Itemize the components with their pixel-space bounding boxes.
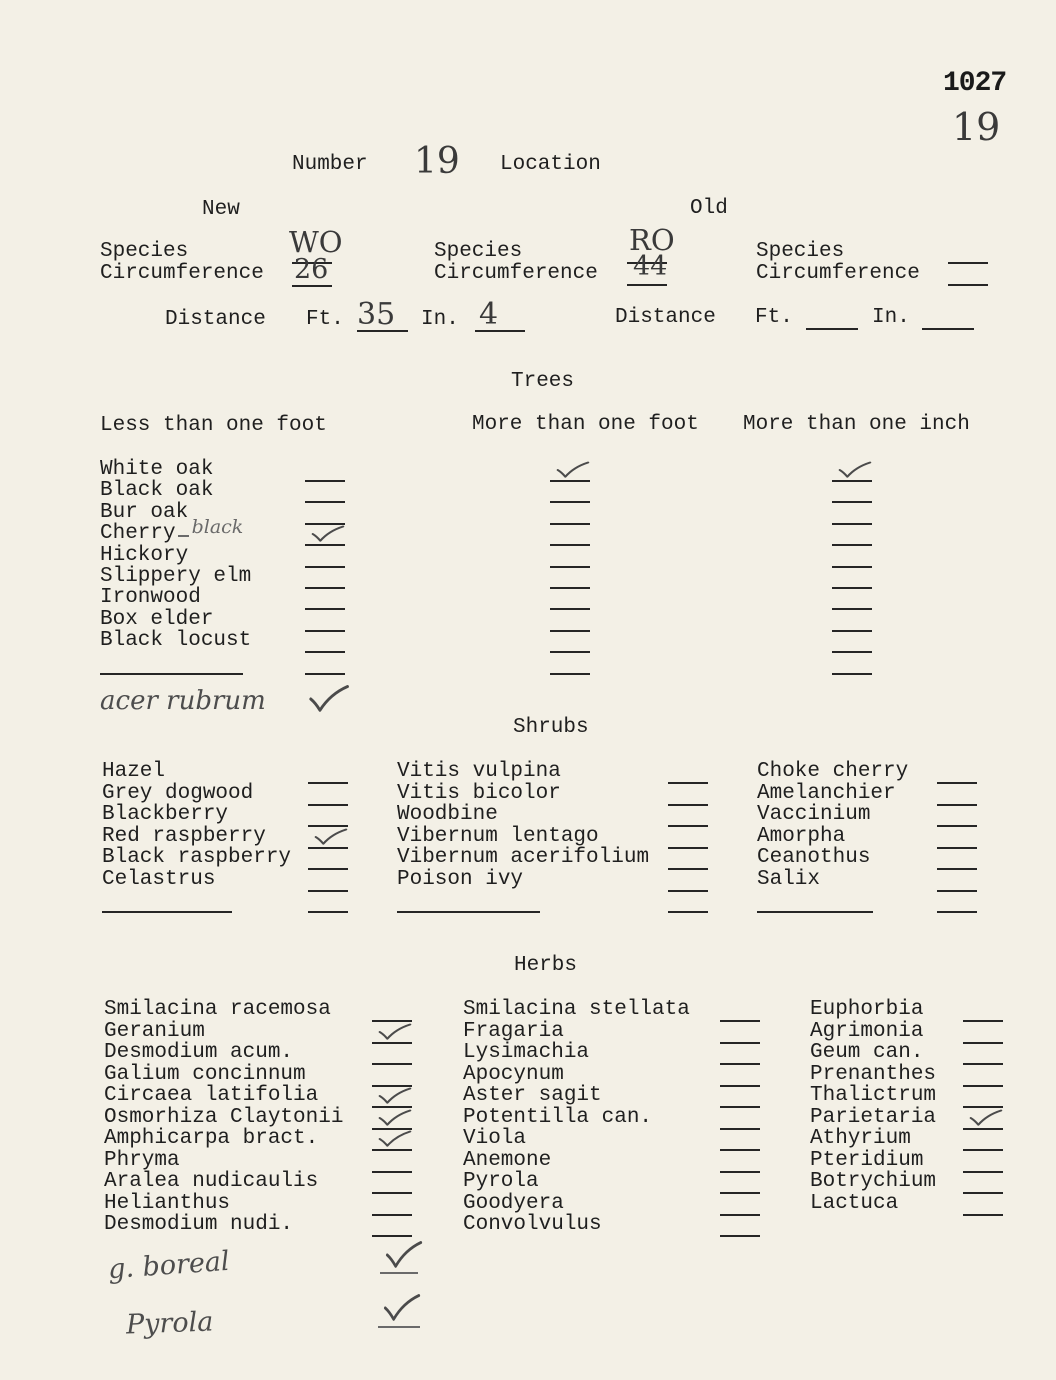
tree-species-label: Slippery elm (100, 565, 252, 588)
old-second-species-label: Species (756, 240, 845, 263)
shrubs-species-label: Amelanchier (757, 781, 896, 805)
new-circumference-line (292, 285, 332, 287)
handwritten-new-species: WO (289, 225, 343, 259)
old-in-label: In. (872, 306, 910, 329)
herbs-species-label: Phryma (104, 1148, 180, 1172)
tally-line (963, 1042, 1003, 1044)
herbs-species-label: Goodyera (463, 1191, 564, 1215)
tally-line (308, 890, 348, 892)
herbs-species-label: Smilacina racemosa (104, 998, 331, 1021)
tally-line (937, 868, 977, 870)
tally-line (937, 825, 977, 827)
shrubs-species-label: Amorpha (757, 824, 846, 848)
shrubs-species-label: Celastrus (102, 867, 216, 891)
tally-line (305, 651, 345, 653)
tally-line (963, 1128, 1003, 1130)
check-mark-icon (375, 1023, 413, 1041)
tree-species-label: Hickory (100, 543, 189, 567)
check-mark-icon (308, 525, 346, 543)
old-ft-label: Ft. (755, 306, 793, 329)
tally-line (550, 651, 590, 653)
tally-line (550, 566, 590, 568)
tally-line (832, 587, 872, 589)
trees-column-header-more-than-one-inch: More than one inch (743, 413, 970, 436)
tally-line (378, 1326, 420, 1328)
old-species-label: Species (434, 240, 523, 263)
tally-line (720, 1085, 760, 1087)
blank-species-line (397, 911, 540, 913)
herbs-species-label: Fragaria (463, 1019, 564, 1043)
handwritten-note: black (191, 516, 244, 539)
tally-line (832, 630, 872, 632)
tally-line (963, 1085, 1003, 1087)
tally-line (832, 544, 872, 546)
tally-line (963, 1171, 1003, 1173)
handwritten-new-ft: 35 (357, 297, 396, 332)
herbs-species-label: Viola (463, 1127, 527, 1150)
herbs-species-label: Prenanthes (810, 1062, 937, 1086)
tally-line (380, 1272, 418, 1274)
tally-line (372, 1235, 412, 1237)
handwritten-plot-number: 19 (414, 141, 460, 182)
tally-line (550, 480, 590, 482)
tally-line (963, 1214, 1003, 1216)
tally-line (668, 804, 708, 806)
shrubs-species-label: Ceanothus (757, 846, 871, 869)
herbs-species-label: Desmodium nudi. (104, 1213, 294, 1236)
check-mark-icon (966, 1109, 1004, 1127)
tree-species-label: Cherry (100, 522, 176, 546)
tally-line (720, 1149, 760, 1151)
herbs-species-label: Lactuca (810, 1191, 899, 1215)
herbs-species-label: Aster sagit (463, 1084, 602, 1107)
tally-line (372, 1063, 412, 1065)
tally-line (550, 587, 590, 589)
shrubs-species-label: Vibernum lentago (397, 824, 599, 848)
new-species-label: Species (100, 240, 189, 263)
herbs-species-label: Anemone (463, 1148, 552, 1172)
handwritten-old-circumference: 44 (633, 251, 668, 282)
shrubs-species-label: Salix (757, 867, 821, 891)
old-second-species-line (948, 262, 988, 264)
herbs-species-label: Osmorhiza Claytonii (104, 1105, 344, 1129)
old-circumference-line (627, 284, 667, 286)
herbs-species-label: Athyrium (810, 1127, 911, 1150)
old-distance-label: Distance (615, 306, 716, 329)
tally-line (305, 630, 345, 632)
tally-line (668, 825, 708, 827)
herbs-species-label: Apocynum (463, 1062, 564, 1086)
check-mark-icon (375, 1087, 413, 1105)
herbs-species-label: Circaea latifolia (104, 1084, 319, 1107)
herbs-species-label: Aralea nudicaulis (104, 1170, 319, 1193)
note-dash (178, 535, 189, 537)
tally-line (720, 1128, 760, 1130)
herbs-species-label: Smilacina stellata (463, 998, 690, 1021)
tally-line (308, 804, 348, 806)
old-heading: Old (690, 197, 728, 220)
handwritten-tree-species: acer rubrum (100, 686, 266, 716)
handwritten-record-number: 19 (952, 105, 1001, 149)
shrubs-heading: Shrubs (513, 716, 589, 739)
tally-line (720, 1171, 760, 1173)
tally-line (372, 1214, 412, 1216)
old-circumference-label: Circumference (434, 262, 598, 285)
tally-line (668, 782, 708, 784)
handwritten-herb-species: g. boreal (107, 1245, 231, 1286)
old-ft-line (806, 328, 858, 330)
check-mark-icon (553, 461, 591, 479)
tally-line (372, 1042, 412, 1044)
herbs-heading: Herbs (514, 954, 578, 977)
number-label: Number (292, 153, 368, 176)
tally-line (305, 608, 345, 610)
new-ft-label: Ft. (306, 308, 344, 331)
tally-line (668, 868, 708, 870)
herbs-species-label: Thalictrum (810, 1084, 937, 1107)
shrubs-species-label: Hazel (102, 760, 166, 783)
herbs-species-label: Potentilla can. (463, 1105, 653, 1129)
record-number-stamp: 1027 (943, 68, 1007, 99)
tally-line (308, 782, 348, 784)
tally-line (937, 804, 977, 806)
new-circumference-label: Circumference (100, 262, 264, 285)
tally-line (937, 890, 977, 892)
tally-line (937, 847, 977, 849)
tally-line (720, 1063, 760, 1065)
tally-line (550, 501, 590, 503)
new-distance-label: Distance (165, 308, 266, 331)
tree-species-label: Box elder (100, 607, 214, 631)
tally-line (937, 911, 977, 913)
tally-line (372, 1149, 412, 1151)
blank-species-line (102, 911, 232, 913)
herbs-species-label: Amphicarpa bract. (104, 1127, 319, 1150)
tally-line (550, 673, 590, 675)
tally-line (550, 630, 590, 632)
herbs-species-label: Lysimachia (463, 1041, 590, 1064)
trees-column-header-less-than-one-foot: Less than one foot (100, 414, 327, 437)
shrubs-species-label: Choke cherry (757, 760, 909, 783)
tally-line (308, 868, 348, 870)
herbs-species-label: Parietaria (810, 1105, 937, 1129)
tally-line (937, 782, 977, 784)
trees-column-header-more-than-one-foot: More than one foot (472, 413, 699, 436)
tree-species-label: Black oak (100, 479, 214, 503)
shrubs-species-label: Woodbine (397, 803, 498, 826)
herbs-species-label: Helianthus (104, 1191, 231, 1215)
new-heading: New (202, 198, 240, 221)
old-second-circumference-label: Circumference (756, 262, 920, 285)
shrubs-species-label: Blackberry (102, 803, 229, 826)
tally-line (720, 1214, 760, 1216)
shrubs-species-label: Vitis vulpina (397, 760, 561, 783)
handwritten-old-species: RO (629, 223, 675, 257)
tally-line (963, 1192, 1003, 1194)
tally-line (305, 480, 345, 482)
tally-line (832, 566, 872, 568)
tally-line (308, 847, 348, 849)
handwritten-herb-species: Pyrola (125, 1306, 214, 1341)
tally-line (550, 608, 590, 610)
herbs-species-label: Desmodium acum. (104, 1041, 294, 1064)
shrubs-species-label: Vaccinium (757, 803, 871, 826)
tally-line (720, 1042, 760, 1044)
herbs-species-label: Euphorbia (810, 998, 924, 1021)
new-in-label: In. (421, 308, 459, 331)
shrubs-species-label: Grey dogwood (102, 781, 254, 805)
tally-line (720, 1106, 760, 1108)
herbs-species-label: Galium concinnum (104, 1062, 306, 1086)
tally-line (668, 911, 708, 913)
tree-species-label: White oak (100, 458, 214, 481)
shrubs-species-label: Black raspberry (102, 846, 292, 869)
shrubs-species-label: Red raspberry (102, 824, 266, 848)
old-second-circumference-line (948, 284, 988, 286)
check-mark-icon (305, 684, 351, 714)
herbs-species-label: Geum can. (810, 1041, 924, 1064)
herbs-species-label: Botrychium (810, 1170, 937, 1193)
tally-line (305, 501, 345, 503)
herbs-species-label: Agrimonia (810, 1019, 924, 1043)
location-label: Location (500, 153, 601, 176)
tally-line (832, 608, 872, 610)
check-mark-icon (380, 1293, 422, 1323)
check-mark-icon (382, 1240, 424, 1270)
herbs-species-label: Geranium (104, 1019, 205, 1043)
check-mark-icon (375, 1130, 413, 1148)
herbs-species-label: Convolvulus (463, 1213, 602, 1236)
shrubs-species-label: Vibernum acerifolium (397, 846, 650, 869)
check-mark-icon (835, 461, 873, 479)
trees-heading: Trees (511, 370, 575, 393)
tally-line (720, 1235, 760, 1237)
tally-line (668, 890, 708, 892)
tally-line (720, 1192, 760, 1194)
herbs-species-label: Pteridium (810, 1148, 924, 1172)
tally-line (372, 1192, 412, 1194)
tally-line (668, 847, 708, 849)
tally-line (832, 501, 872, 503)
tree-species-label: Bur oak (100, 500, 189, 524)
tally-line (832, 523, 872, 525)
herbs-species-label: Pyrola (463, 1170, 539, 1193)
tally-line (305, 566, 345, 568)
tally-line (963, 1149, 1003, 1151)
tally-line (372, 1171, 412, 1173)
blank-species-line (100, 673, 243, 675)
tree-species-label: Black locust (100, 629, 252, 653)
tally-line (305, 673, 345, 675)
tally-line (550, 523, 590, 525)
tally-line (308, 911, 348, 913)
tally-line (832, 651, 872, 653)
tally-line (832, 673, 872, 675)
tally-line (550, 544, 590, 546)
tally-line (305, 587, 345, 589)
tally-line (963, 1063, 1003, 1065)
tally-line (832, 480, 872, 482)
tally-line (720, 1020, 760, 1022)
tree-species-label: Ironwood (100, 586, 201, 610)
shrubs-species-label: Poison ivy (397, 867, 524, 891)
check-mark-icon (375, 1109, 413, 1127)
handwritten-new-circumference: 26 (294, 254, 329, 285)
handwritten-new-in: 4 (479, 297, 499, 332)
blank-species-line (757, 911, 873, 913)
check-mark-icon (311, 828, 349, 846)
shrubs-species-label: Vitis bicolor (397, 781, 561, 805)
old-in-line (922, 328, 974, 330)
tally-line (305, 544, 345, 546)
tally-line (963, 1020, 1003, 1022)
